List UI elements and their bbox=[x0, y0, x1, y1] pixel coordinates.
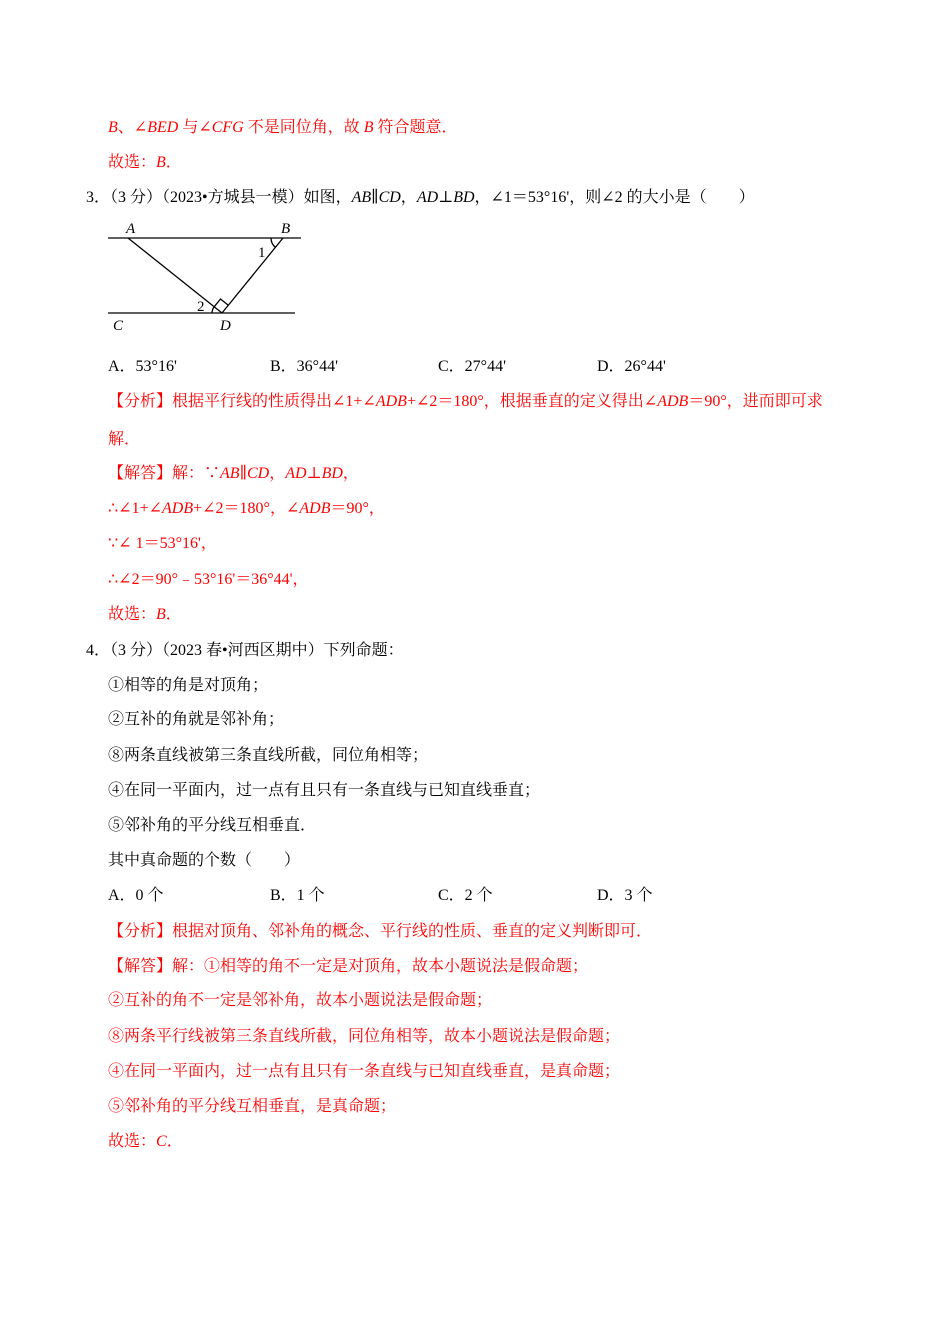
q3-solution-line-2 bbox=[108, 498, 385, 520]
parallel-symbol: ∥ bbox=[239, 465, 247, 482]
angle-name: BED bbox=[147, 119, 179, 136]
q3-solution-line-1 bbox=[108, 463, 359, 485]
solution-text: +∠2＝180°，∠ bbox=[193, 500, 300, 517]
solution-text: 【解答】解：∵ bbox=[108, 465, 221, 482]
q4-solution-line-4: ④在同一平面内，过一点有且只有一条直线与已知直线垂直，是真命题； bbox=[108, 1063, 621, 1080]
q3-choice bbox=[108, 604, 182, 626]
solution-text: ∴∠1+∠ bbox=[108, 500, 163, 517]
q3-analysis-line-1 bbox=[108, 391, 823, 413]
angle-name: ADB bbox=[162, 500, 194, 517]
point-d-label: D bbox=[220, 318, 231, 334]
angle-2-label: 2 bbox=[197, 299, 205, 315]
analysis-text: 【分析】根据平行线的性质得出∠1+∠ bbox=[108, 393, 376, 410]
q4-solution-line-3: ⑧两条平行线被第三条直线所截，同位角相等，故本小题说法是假命题； bbox=[108, 1028, 621, 1045]
angle-name: CFG bbox=[211, 119, 244, 136]
angle-1-label: 1 bbox=[258, 245, 266, 261]
angle-name: ADB bbox=[657, 393, 689, 410]
line-name: AD bbox=[416, 189, 439, 206]
q4-statement-2: ②互补的角就是邻补角； bbox=[108, 711, 285, 728]
q4-question: 其中真命题的个数（ ） bbox=[108, 852, 301, 869]
angle-name: ADB bbox=[299, 500, 331, 517]
q3-solution-line-3: ∵∠ 1＝53°16'， bbox=[108, 535, 217, 552]
choice-letter: B bbox=[156, 154, 166, 171]
stem-text: ，∠1＝53°16'，则∠2 的大小是（ ） bbox=[474, 189, 755, 206]
angle-name: ADB bbox=[375, 393, 407, 410]
right-angle-mark bbox=[214, 299, 228, 307]
choice-label: 故选： bbox=[108, 154, 157, 171]
choice-end: ． bbox=[165, 606, 182, 623]
perpendicular-symbol: ⊥ bbox=[438, 189, 454, 206]
q3-stem bbox=[86, 187, 755, 209]
perpendicular-symbol: ⊥ bbox=[306, 465, 322, 482]
q4-statement-4: ④在同一平面内，过一点有且只有一条直线与已知直线垂直； bbox=[108, 782, 541, 799]
line-name: CD bbox=[246, 465, 270, 482]
choice-end: ． bbox=[165, 154, 182, 171]
q4-statement-3: ⑧两条直线被第三条直线所截，同位角相等； bbox=[108, 747, 429, 764]
q4-solution-line-2: ②互补的角不一定是邻补角，故本小题说法是假命题； bbox=[108, 992, 493, 1009]
choice-label: 故选： bbox=[108, 1133, 157, 1150]
q3-analysis-line-2: 解． bbox=[108, 431, 141, 448]
question-number: 4． bbox=[86, 642, 111, 659]
line-name: CD bbox=[378, 189, 401, 206]
note-text: 、∠ bbox=[117, 119, 148, 136]
point-c-label: C bbox=[113, 318, 124, 334]
q4-solution-line-1: 【解答】解：①相等的角不一定是对顶角，故本小题说法是假命题； bbox=[108, 958, 589, 975]
segment-bd bbox=[222, 238, 283, 313]
choice-label: 故选： bbox=[108, 606, 157, 623]
option-d: D．3 个 bbox=[597, 887, 653, 904]
q3-options bbox=[0, 356, 950, 378]
line-name: AB bbox=[351, 189, 372, 206]
analysis-text: +∠2＝180°，根据垂直的定义得出∠ bbox=[406, 393, 658, 410]
angle-2-arc bbox=[212, 307, 214, 313]
note-text: 符合题意． bbox=[373, 119, 458, 136]
line-name: BD bbox=[453, 189, 475, 206]
option-letter: B bbox=[108, 119, 118, 136]
prev-answer-choice bbox=[108, 152, 182, 174]
q4-solution-line-5: ⑤邻补角的平分线互相垂直，是真命题； bbox=[108, 1098, 397, 1115]
point-b-label: B bbox=[281, 221, 291, 237]
q4-statement-5: ⑤邻补角的平分线互相垂直． bbox=[108, 817, 317, 834]
option-c: C．2 个 bbox=[438, 887, 493, 904]
stem-text: （3 分）（2023 春•河西区期中）下列命题： bbox=[110, 642, 404, 659]
note-text: 不是同位角，故 bbox=[243, 119, 364, 136]
point-a-label: A bbox=[126, 221, 136, 237]
angle-1-arc bbox=[271, 238, 275, 247]
option-b: B．36°44' bbox=[270, 358, 338, 375]
line-name: BD bbox=[321, 465, 343, 482]
option-c: C．27°44' bbox=[438, 358, 506, 375]
option-b: B．1 个 bbox=[270, 887, 325, 904]
solution-text: ＝90°， bbox=[330, 500, 385, 517]
parallel-lines-figure bbox=[100, 216, 310, 338]
line-name: AB bbox=[220, 465, 240, 482]
q4-options bbox=[0, 885, 950, 907]
option-d: D．26°44' bbox=[597, 358, 666, 375]
solution-text: ， bbox=[342, 465, 359, 482]
line-name: AD bbox=[285, 465, 307, 482]
analysis-text: ＝90°，进而即可求 bbox=[688, 393, 823, 410]
option-a: A．53°16' bbox=[108, 358, 177, 375]
q4-analysis: 【分析】根据对顶角、邻补角的概念、平行线的性质、垂直的定义判断即可． bbox=[108, 923, 653, 940]
question-number: 3． bbox=[86, 189, 111, 206]
solution-text: ， bbox=[269, 465, 286, 482]
segment-ad bbox=[128, 238, 222, 313]
q4-statement-1: ①相等的角是对顶角； bbox=[108, 677, 269, 694]
q4-stem bbox=[86, 640, 404, 662]
note-text: 与∠ bbox=[178, 119, 212, 136]
stem-text: ， bbox=[400, 189, 417, 206]
choice-end: ． bbox=[166, 1133, 183, 1150]
option-a: A．0 个 bbox=[108, 887, 164, 904]
q4-choice bbox=[108, 1131, 183, 1153]
choice-letter: C bbox=[156, 1133, 167, 1150]
q3-solution-line-4: ∴∠2＝90°﹣53°16'＝36°44'， bbox=[108, 571, 309, 588]
option-letter: B bbox=[363, 119, 374, 136]
choice-letter: B bbox=[156, 606, 166, 623]
parallel-symbol: ∥ bbox=[371, 189, 379, 206]
stem-text: （3 分）（2023•方城县一模）如图， bbox=[110, 189, 352, 206]
prev-answer-option-b-note bbox=[108, 117, 458, 139]
